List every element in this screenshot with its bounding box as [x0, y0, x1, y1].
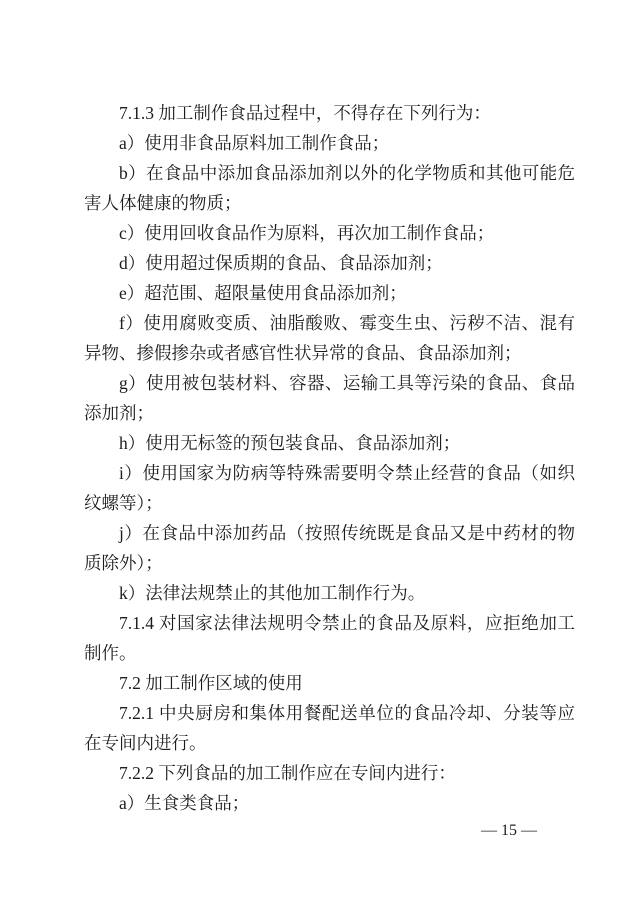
list-item-f: f）使用腐败变质、油脂酸败、霉变生虫、污秽不洁、混有异物、掺假掺杂或者感官性状异常的食品、食品添加剂；	[84, 313, 575, 363]
heading-7-2: 7.2 加工制作区域的使用	[119, 673, 303, 693]
list-item-c: c）使用回收食品作为原料，再次加工制作食品；	[119, 223, 495, 243]
clause-7-1-4: 7.1.4 对国家法律法规明令禁止的食品及原料，应拒绝加工制作。	[84, 613, 575, 663]
list-item-h: h）使用无标签的预包装食品、食品添加剂；	[119, 433, 461, 453]
list-item-k: k）法律法规禁止的其他加工制作行为。	[119, 583, 426, 603]
list-item-a: a）使用非食品原料加工制作食品；	[119, 133, 390, 153]
page-number: — 15 —	[481, 822, 537, 839]
clause-7-2-1: 7.2.1 中央厨房和集体用餐配送单位的食品冷却、分装等应在专间内进行。	[84, 703, 575, 753]
list-item-b: b）在食品中添加食品添加剂以外的化学物质和其他可能危害人体健康的物质；	[84, 163, 575, 213]
list-item-g: g）使用被包装材料、容器、运输工具等污染的食品、食品添加剂；	[84, 373, 575, 423]
clause-7-1-3: 7.1.3 加工制作食品过程中，不得存在下列行为：	[119, 103, 491, 123]
list-item-e: e）超范围、超限量使用食品添加剂；	[119, 283, 407, 303]
list-item-i: i）使用国家为防病等特殊需要明令禁止经营的食品（如织纹螺等）；	[84, 463, 575, 513]
list-item-a-raw-food: a）生食类食品；	[119, 793, 250, 813]
list-item-j: j）在食品中添加药品（按照传统既是食品又是中药材的物质除外）；	[84, 523, 575, 573]
document-body	[84, 98, 575, 818]
list-item-d: d）使用超过保质期的食品、食品添加剂；	[119, 253, 443, 273]
clause-7-2-2: 7.2.2 下列食品的加工制作应在专间内进行：	[119, 763, 456, 783]
